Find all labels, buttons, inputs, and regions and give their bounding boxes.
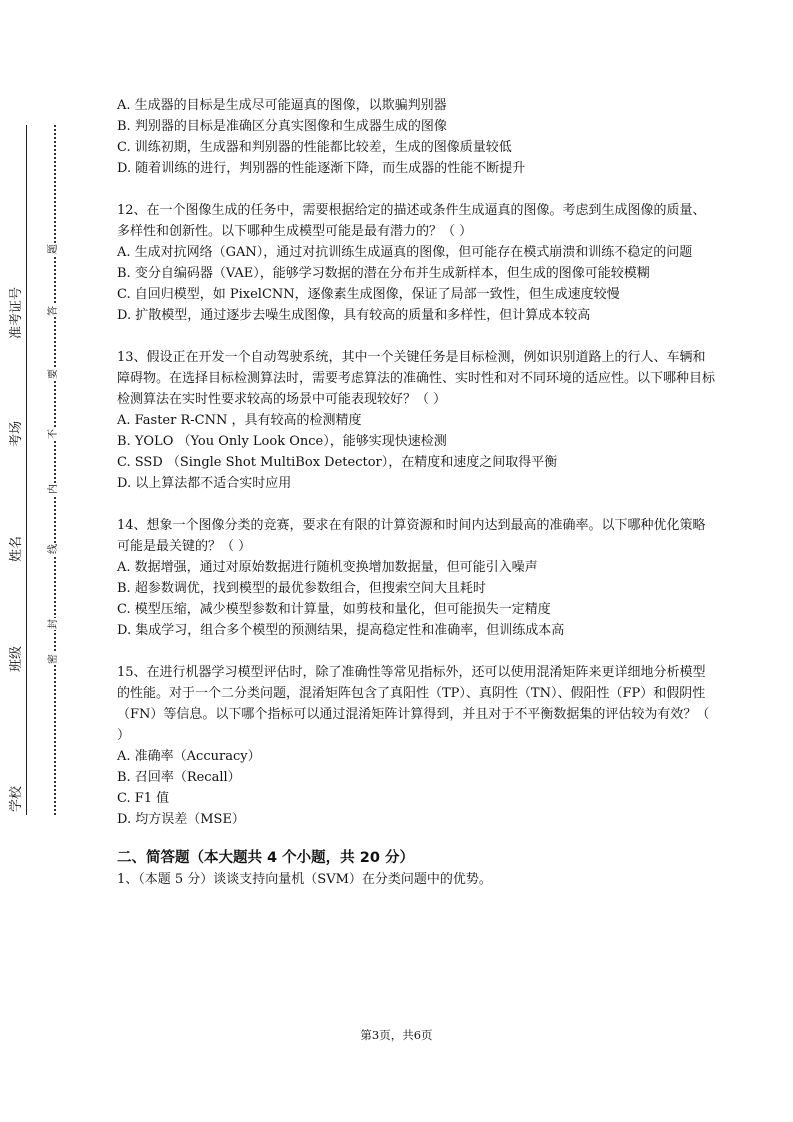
q11-option-b: B. 判别器的目标是准确区分真实图像和生成器生成的图像: [117, 119, 447, 134]
q14-option-d: D. 集成学习，组合多个模型的预测结果，提高稳定性和准确率，但训练成本高: [117, 623, 565, 638]
short-answer-q1: 1、（本题 5 分）谈谈支持向量机（SVM）在分类问题中的优势。: [117, 872, 492, 887]
q13-option-d: D. 以上算法都不适合实时应用: [117, 476, 292, 491]
seal-char: 密: [48, 654, 59, 664]
q15-option-a: A. 准确率（Accuracy）: [117, 749, 261, 764]
q11-option-a: A. 生成器的目标是生成尽可能逼真的图像，以欺骗判别器: [117, 98, 447, 113]
seal-char: 题: [48, 244, 59, 254]
seal-char: 不: [48, 429, 59, 439]
q12-option-b: B. 变分自编码器（VAE），能够学习数据的潜在分布并生成新样本，但生成的图像可能较模糊: [117, 266, 650, 281]
q13-option-b: B. YOLO （You Only Look Once），能够实现快速检测: [117, 434, 447, 449]
q14-option-c: C. 模型压缩，减少模型参数和计算量，如剪枝和量化，但可能损失一定精度: [117, 602, 551, 617]
seal-char: 内: [48, 484, 59, 494]
page-number: 第3页，共6页: [360, 1028, 433, 1042]
student-info-line: [8, 125, 27, 815]
exam-room-label: 考场: [9, 420, 24, 447]
q15-stem: 15、在进行机器学习模型评估时，除了准确性等常见指标外，还可以使用混淆矩阵来更详细地分析模型的性能。对于一个二分类问题，混淆矩阵包含了真阳性（TP）、真阴性（TN）、假阳性（FP）和假阴性（FN）等信息。以下哪个指标可以通过混淆矩阵计算得到，并且对于不平衡数据集的评估较为有效？（ ）: [117, 665, 710, 743]
seal-char: 答: [48, 306, 59, 316]
school-label: 学校: [9, 785, 24, 812]
q14-option-a: A. 数据增强，通过对原始数据进行随机变换增加数据量，但可能引入噪声: [117, 560, 538, 575]
binding-margin: [8, 125, 68, 815]
q12-option-c: C. 自回归模型，如 PixelCNN，逐像素生成图像，保证了局部一致性，但生成速度较慢: [117, 287, 620, 302]
dotted-line: [54, 125, 56, 815]
name-label: 姓名: [9, 535, 24, 562]
exam-content: [117, 95, 717, 890]
q12-stem: 12、在一个图像生成的任务中，需要根据给定的描述或条件生成逼真的图像。考虑到生成图像的质量、多样性和创新性。以下哪种生成模型可能是最有潜力的？（ ）: [117, 203, 706, 239]
seal-char: 封: [48, 619, 59, 629]
seal-char: 要: [48, 369, 59, 379]
q13-option-c: C. SSD （Single Shot MultiBox Detector），在精度和速度之间取得平衡: [117, 455, 558, 470]
q12-option-a: A. 生成对抗网络（GAN），通过对抗训练生成逼真的图像，但可能存在模式崩溃和训练不稳定的问题: [117, 245, 693, 260]
q14-stem: 14、想象一个图像分类的竞赛，要求在有限的计算资源和时间内达到最高的准确率。以下哪种优化策略可能是最关键的？（ ）: [117, 518, 706, 554]
q11-option-d: D. 随着训练的进行，判别器的性能逐渐下降，而生成器的性能不断提升: [117, 161, 526, 176]
q13-option-a: A. Faster R-CNN ，具有较高的检测精度: [117, 413, 362, 428]
seal-line: [48, 125, 62, 815]
exam-id-label: 准考证号: [9, 286, 24, 339]
q12-option-d: D. 扩散模型，通过逐步去噪生成图像，具有较高的质量和多样性，但计算成本较高: [117, 308, 591, 323]
section-heading: 二、简答题（本大题共 4 个小题，共 20 分）: [117, 850, 414, 866]
seal-char: 线: [48, 544, 59, 554]
q15-option-d: D. 均方误差（MSE）: [117, 812, 245, 827]
class-label: 班级: [9, 645, 24, 672]
q13-stem: 13、假设正在开发一个自动驾驶系统，其中一个关键任务是目标检测，例如识别道路上的行人、车辆和障碍物。在选择目标检测算法时，需要考虑算法的准确性、实时性和对不同环境的适应性。以下哪种目标检测算法在实时性要求较高的场景中可能表现较好？（ ）: [117, 350, 716, 407]
q11-option-c: C. 训练初期，生成器和判别器的性能都比较差，生成的图像质量较低: [117, 140, 512, 155]
q15-option-c: C. F1 值: [117, 791, 170, 806]
q14-option-b: B. 超参数调优，找到模型的最优参数组合，但搜索空间大且耗时: [117, 581, 486, 596]
q15-option-b: B. 召回率（Recall）: [117, 770, 241, 785]
